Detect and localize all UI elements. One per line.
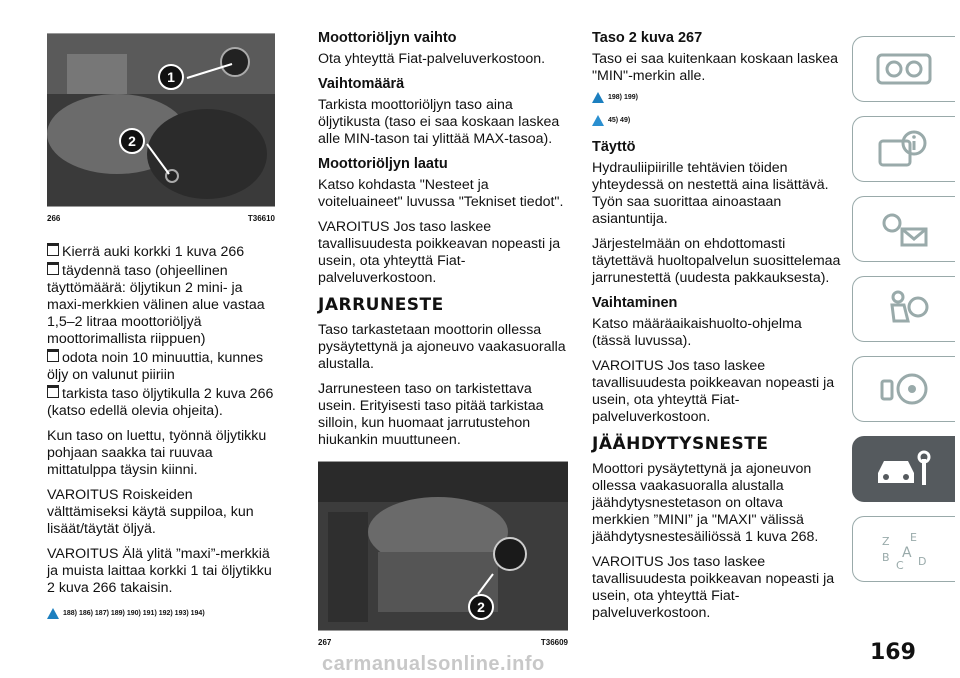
reference-line xyxy=(47,605,275,622)
bullet-item xyxy=(47,349,275,384)
reference-line xyxy=(592,112,842,129)
reference-line xyxy=(592,89,842,106)
figure-caption-266 xyxy=(47,210,275,227)
heading-coolant: JÄÄHDYTYSNESTE xyxy=(592,434,769,454)
column-left xyxy=(47,33,275,624)
bullet-text: tarkista taso öljytikulla 2 kuva 266 (katso edellä olevia ohjeita). xyxy=(47,386,274,419)
figure-number: 267 xyxy=(318,638,332,647)
warning-paragraph: VAROITUS Roiskeiden välttämiseksi käytä suppiloa, kun lisäät/täytät öljyä. xyxy=(47,487,254,537)
alphabet-index-icon xyxy=(874,527,934,571)
warning-triangle-icon xyxy=(592,92,604,103)
paragraph: Taso ei saa kuitenkaan koskaan laskea "MIN"-merkin alle. xyxy=(592,51,839,84)
paragraph: Hydrauliipiirille tehtävien töiden yhteydessä on nestettä aina lisättävä. Työn saa suorittaa ainoastaan asiantuntija. xyxy=(592,160,829,227)
figure-number: 266 xyxy=(47,214,61,223)
bullet-text: täydennä taso (ohjeellinen täyttömäärä: öljytikun 2 mini- ja maxi-merkkien välinen alue vastaa 1,5–2 litraa moottoriöljyä moottorimallista riippuen) xyxy=(47,263,265,347)
svg-text:B: B xyxy=(882,551,890,564)
figure-caption-267 xyxy=(318,634,568,651)
engine-photo-267 xyxy=(318,462,568,630)
tab-index[interactable] xyxy=(852,516,955,582)
figure-266 xyxy=(47,33,275,207)
warning-triangle-icon xyxy=(47,608,59,619)
heading-replacement: Vaihtaminen xyxy=(592,295,678,311)
heading-oil-quality: Moottoriöljyn laatu xyxy=(318,156,448,172)
bullet-text: Kierrä auki korkki 1 kuva 266 xyxy=(62,244,245,260)
column-middle xyxy=(318,30,568,651)
reference-numbers: 188) 186) 187) 189) 190) 191) 192) 193) 194) xyxy=(63,610,205,617)
bullet-list xyxy=(47,243,275,420)
figure-code: T36609 xyxy=(540,638,568,647)
bullet-icon xyxy=(47,262,59,275)
tab-lights-warnings[interactable] xyxy=(852,196,955,262)
svg-text:A: A xyxy=(902,545,912,561)
info-icon xyxy=(874,127,934,171)
paragraph: Järjestelmään on ehdottomasti täytettävä huoltopalvelun suosittelemaa jarrunestettä (uudesta pakkauksesta). xyxy=(592,236,841,286)
figure-code: T36610 xyxy=(247,214,275,223)
paragraph: Kun taso on luettu, työnnä öljytikku pohjaan saakka tai ruuvaa mittatulppa täysin kiinni. xyxy=(47,428,267,478)
airbag-icon xyxy=(874,287,934,331)
warning-paragraph: VAROITUS Älä ylitä ”maxi”-merkkiä ja muista laittaa korkki 1 tai öljytikku 2 kuva 266 takaisin. xyxy=(47,546,272,596)
paragraph: Katso kohdasta "Nesteet ja voiteluaineet" luvussa "Tekniset tiedot". xyxy=(318,177,564,210)
callout-1 xyxy=(158,64,184,90)
engine-photo-266 xyxy=(47,34,275,206)
heading-filling: Täyttö xyxy=(592,139,636,155)
bullet-icon xyxy=(47,243,59,256)
svg-text:E: E xyxy=(910,531,917,544)
svg-text:Z: Z xyxy=(882,535,890,548)
tab-dashboard[interactable] xyxy=(852,36,955,102)
paragraph: Tarkista moottoriöljyn taso aina öljytikusta (taso ei saa koskaan laskea alle MIN-tason tai ylittää MAX-tasoa). xyxy=(318,97,560,147)
car-wrench-icon xyxy=(874,447,934,491)
lights-warning-icon xyxy=(874,207,934,251)
bullet-item xyxy=(47,262,275,348)
bullet-icon xyxy=(47,385,59,398)
warning-paragraph: VAROITUS Jos taso laskee tavallisuudesta poikkeavan nopeasti ja usein, ota yhteyttä Fiat-palveluverkostoon. xyxy=(318,219,561,286)
paragraph: Katso määräaikaishuolto-ohjelma (tässä luvussa). xyxy=(592,316,802,349)
tab-driving[interactable] xyxy=(852,356,955,422)
bullet-item xyxy=(47,385,275,420)
callout-2-label: 2 xyxy=(477,598,485,615)
info-triangle-icon xyxy=(592,115,604,126)
paragraph: Moottori pysäytettynä ja ajoneuvon ollessa vaakasuoralla alustalla jäähdytysnestetason on oltava merkkien ”MINI” ja "MAXI" välissä jäähdytysnestesäiliössä 1 kuva 268. xyxy=(592,461,819,545)
tab-info[interactable] xyxy=(852,116,955,182)
heading-level: Taso 2 kuva 267 xyxy=(592,30,703,46)
page-number: 169 xyxy=(870,640,916,665)
paragraph: Taso tarkastetaan moottorin ollessa pysäytettynä ja ajoneuvo vaakasuoralla alustalla. xyxy=(318,322,566,372)
callout-2-label: 2 xyxy=(128,132,136,149)
callout-2 xyxy=(468,594,494,620)
callout-1-label: 1 xyxy=(167,68,175,85)
bullet-icon xyxy=(47,349,59,362)
watermark-text: carmanualsonline.info xyxy=(322,653,545,675)
tab-safety[interactable] xyxy=(852,276,955,342)
warning-paragraph: VAROITUS Jos taso laskee tavallisuudesta poikkeavan nopeasti ja usein, ota yhteyttä Fiat-palveluverkostoon. xyxy=(592,358,835,425)
paragraph: Jarrunesteen taso on tarkistettava usein. Erityisesti taso pitää tarkistaa silloin, kun huomaat jarrutustehon hiukankin muuttuneen. xyxy=(318,381,544,448)
svg-text:D: D xyxy=(918,555,927,568)
heading-brake-fluid: JARRUNESTE xyxy=(318,295,444,315)
paragraph: Ota yhteyttä Fiat-palveluverkostoon. xyxy=(318,51,546,67)
warning-paragraph: VAROITUS Jos taso laskee tavallisuudesta poikkeavan nopeasti ja usein, ota yhteyttä Fiat-palveluverkostoon. xyxy=(592,554,835,621)
steering-safety-icon xyxy=(874,367,934,411)
heading-consumption: Vaihtomäärä xyxy=(318,76,405,92)
dashboard-icon xyxy=(874,47,934,91)
column-right xyxy=(592,30,842,630)
tab-maintenance[interactable] xyxy=(852,436,955,502)
svg-text:C: C xyxy=(896,559,904,571)
callout-2 xyxy=(119,128,145,154)
reference-numbers: 198) 199) xyxy=(608,94,638,101)
bullet-item xyxy=(47,243,275,261)
figure-267 xyxy=(318,461,568,631)
heading-oil-change: Moottoriöljyn vaihto xyxy=(318,30,457,46)
reference-numbers: 45) 49) xyxy=(608,117,631,124)
chapter-tabs xyxy=(852,36,960,596)
bullet-text: odota noin 10 minuuttia, kunnes öljy on valunut piiriin xyxy=(47,350,264,383)
